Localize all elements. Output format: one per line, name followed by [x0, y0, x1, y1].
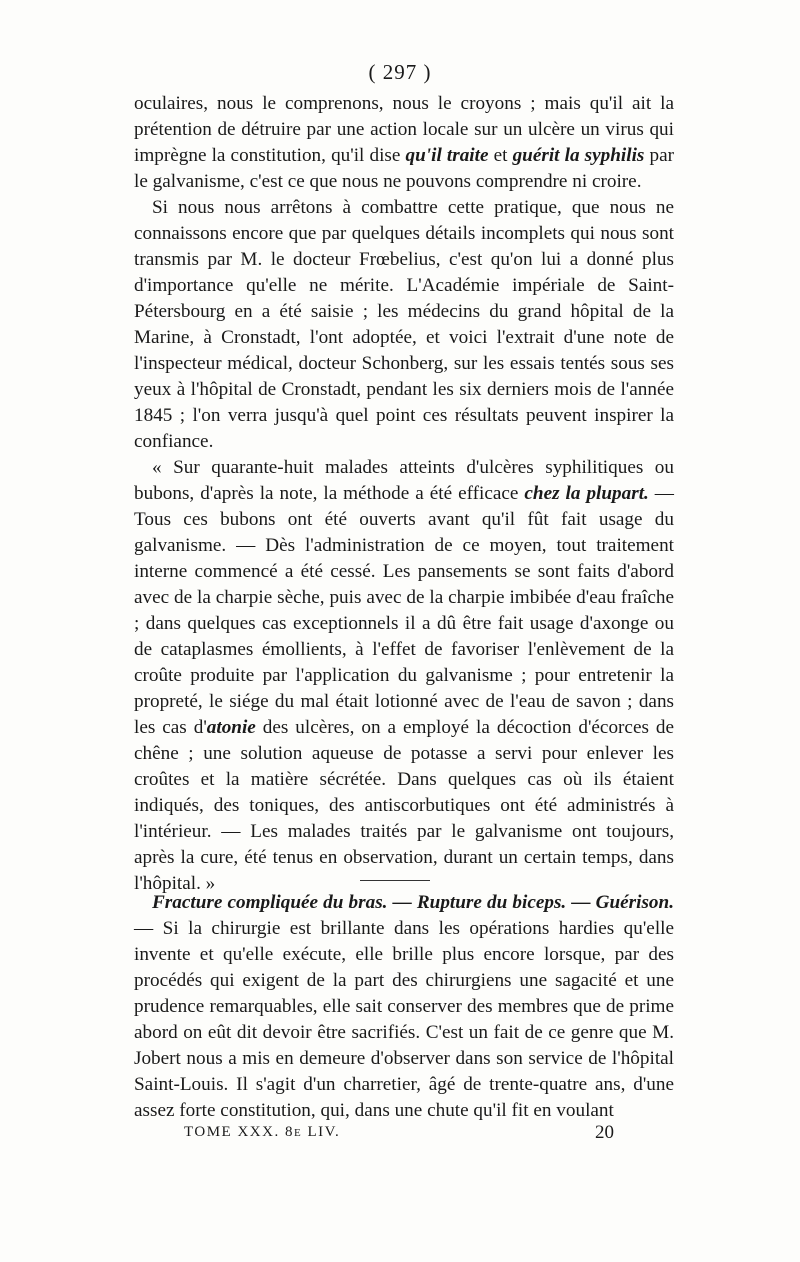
emphasis-segment: qu'il traite [405, 145, 489, 166]
emphasis-segment: chez la plupart. [524, 483, 649, 504]
emphasis-segment: atonie [206, 717, 256, 738]
section-text [134, 890, 674, 1124]
paragraph-1 [134, 91, 674, 195]
folio-number: 20 [595, 1122, 614, 1143]
section-paragraph [134, 890, 674, 1124]
paragraph-3-quote [134, 455, 674, 897]
text-segment: oculaires, nous le comprenons, nous le croyons ; mais qu'il ait la prétention de détruire par une action locale sur un ulcère un virus qui imprègne la constitution, qu'il dise [134, 93, 674, 166]
section-divider [360, 880, 430, 881]
text-segment: des ulcères, on a employé la décoction d'écorces de chêne ; une solution aqueuse de potasse a servi pour enlever les croûtes et la matière sécrétée. Dans quelques cas où ils étaient indiqués, des toniques, des antiscorbutiques ont été administrés à l'intérieur. — Les malades traités par le galvanisme ont toujours, après la cure, été tenus en observation, durant un certain temps, dans l'hôpital. » [134, 717, 674, 894]
section-body: — Si la chirurgie est brillante dans les opérations hardies qu'elle invente et qu'elle exécute, elle brille plus encore lorsque, par des procédés qui exigent de la part des chirurgiens une sagacité et une prudence remarquables, elle sait conserver des membres que de prime abord on eût dit devoir être sacrifiés. C'est un fait de ce genre que M. Jobert nous a mis en demeure d'observer dans son service de l'hôpital Saint-Louis. Il s'agit d'un charretier, âgé de trente-quatre ans, d'une assez forte constitution, qui, dans une chute qu'il fit en voulant [134, 918, 674, 1121]
page-number: ( 297 ) [368, 60, 432, 84]
section-title: Fracture compliquée du bras. — Rupture du biceps. — Guérison. [152, 892, 674, 913]
page-footer [134, 1122, 674, 1146]
main-text [134, 91, 674, 897]
text-segment: — Tous ces bubons ont été ouverts avant qu'il fût fait usage du galvanisme. — Dès l'administration de ce moyen, tout traitement interne commencé a été cessé. Les pansements se sont faits d'abord avec de la charpie sèche, puis avec de la charpie imbibée d'eau fraîche ; dans quelques cas exceptionnels il a dû être fait usage d'axonge ou de cataplasmes émollients, à l'effet de favoriser l'enlèvement de la croûte produite par l'application du galvanisme ; pour entretenir la propreté, le siége du mal était lotionné avec de l'eau de savon ; dans les cas d' [134, 483, 674, 738]
emphasis-segment: guérit la syphilis [512, 145, 645, 166]
text-segment: par le galvanisme, c'est ce que nous ne pouvons comprendre ni croire. [134, 145, 674, 192]
paragraph-2 [134, 195, 674, 455]
text-segment: Si nous nous arrêtons à combattre cette pratique, que nous ne connaissons encore que par quelques détails incomplets qui nous sont transmis par M. le docteur Frœbelius, c'est qu'on lui a donné plus d'importance qu'elle ne mérite. L'Académie impériale de Saint-Pétersbourg en a été saisie ; les médecins du grand hôpital de la Marine, à Cronstadt, l'ont adoptée, et voici l'extrait d'une note de l'inspecteur médical, docteur Schonberg, sur les essais tentés sous ses yeux à l'hôpital de Cronstadt, pendant les six derniers mois de l'année 1845 ; l'on verra jusqu'à quel point ces résultats peuvent inspirer la confiance. [134, 197, 674, 452]
text-segment: « Sur quarante-huit malades atteints d'ulcères syphilitiques ou bubons, d'après la note, la méthode a été efficace [134, 457, 674, 504]
text-segment: et [488, 145, 513, 166]
signature-mark: TOME XXX. 8e LIV. [184, 1124, 341, 1140]
